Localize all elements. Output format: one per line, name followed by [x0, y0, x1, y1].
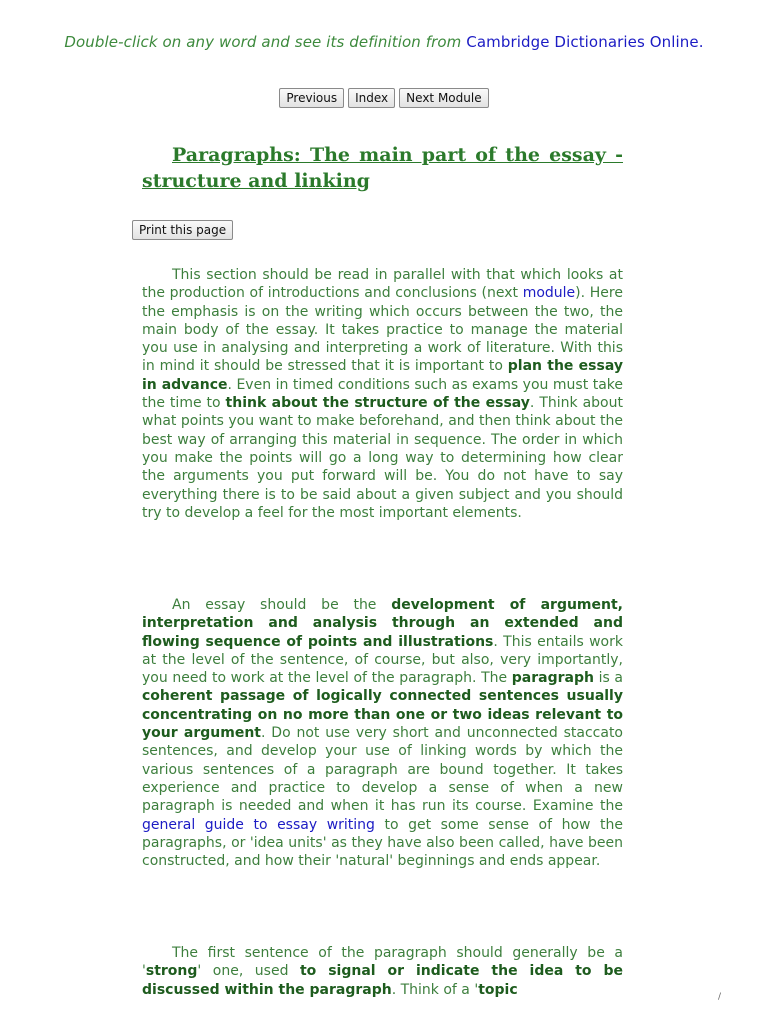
- text: This section should be read in parallel with that which looks at the production of introductions and conclusions (next: [142, 267, 623, 302]
- text: ). Here the emphasis is on the writing which occurs between the two, the main body of the essay. It takes practice to manage the material you use in analysing and interpreting a work of literature. With this in mind it should be stressed that it is important to: [142, 285, 623, 375]
- text: . This entails work at the level of the sentence, of course, but also, very importantly, you need to work at the level of the paragraph. The: [142, 633, 623, 687]
- text: to get some sense of how the paragraphs, or 'idea units' as they have also been called, have been constructed, and how their 'natural' beginnings and ends appear.: [142, 816, 624, 870]
- paragraph-development: [142, 596, 623, 870]
- cambridge-dictionaries-link[interactable]: Cambridge Dictionaries Online.: [466, 33, 704, 51]
- text: . Do not use very short and unconnected staccato sentences, and develop your use of linking words by which the various sentences of a paragraph are bound together. It takes experience and practice to develop a sense of when a new paragraph is needed and when it has run its course. Examine the: [142, 725, 623, 815]
- text: . Think of a ': [391, 981, 479, 998]
- text: ' one, used: [197, 963, 300, 980]
- emphasis-signal: to signal or indicate the idea to be discussed within the paragraph: [142, 963, 623, 998]
- module-navigation: [0, 88, 768, 108]
- emphasis-plan: plan the essay in advance: [142, 358, 623, 393]
- paragraph-first-sentence: [142, 944, 623, 999]
- banner-text: Double-click on any word and see its definition from: [64, 33, 467, 51]
- emphasis-paragraph: paragraph: [511, 670, 594, 687]
- print-page-button[interactable]: Print this page: [132, 220, 233, 240]
- emphasis-strong: strong: [145, 963, 198, 980]
- text: . Think about what points you want to make beforehand, and then think about the best way of arranging this material in sequence. The order in which you make the points will go a long way to determining how clear the arguments you put forward will be. You do not have to say everything there is to be said about a given subject and you should try to develop a feel for the most important elements.: [142, 395, 623, 521]
- emphasis-think: think about the structure of the essay: [225, 395, 530, 412]
- text: . Even in timed conditions such as exams you must take the time to: [142, 376, 623, 412]
- page-mark: /: [717, 992, 721, 1002]
- dictionary-banner: [0, 33, 768, 51]
- paragraph-structure-intro: [142, 266, 623, 522]
- emphasis-coherent: coherent passage of logically connected sentences usually concentrating on no more than one or two ideas relevant to your argument: [142, 688, 623, 742]
- text: An essay should be the: [172, 597, 392, 613]
- next-module-link[interactable]: module: [522, 285, 576, 302]
- previous-button[interactable]: Previous: [279, 88, 344, 108]
- emphasis-development: development of argument, interpretation and analysis through an extended and flowing sequence of points and illustrations: [142, 597, 623, 650]
- emphasis-topic: topic: [478, 981, 518, 998]
- text: is a: [593, 670, 623, 687]
- essay-guide-link[interactable]: general guide to essay writing: [142, 816, 375, 833]
- next-module-button[interactable]: Next Module: [399, 88, 488, 108]
- page-title: Paragraphs: The main part of the essay - structure and linking: [142, 144, 623, 192]
- text: The first sentence of the paragraph should generally be a ': [142, 945, 623, 980]
- index-button[interactable]: Index: [348, 88, 395, 108]
